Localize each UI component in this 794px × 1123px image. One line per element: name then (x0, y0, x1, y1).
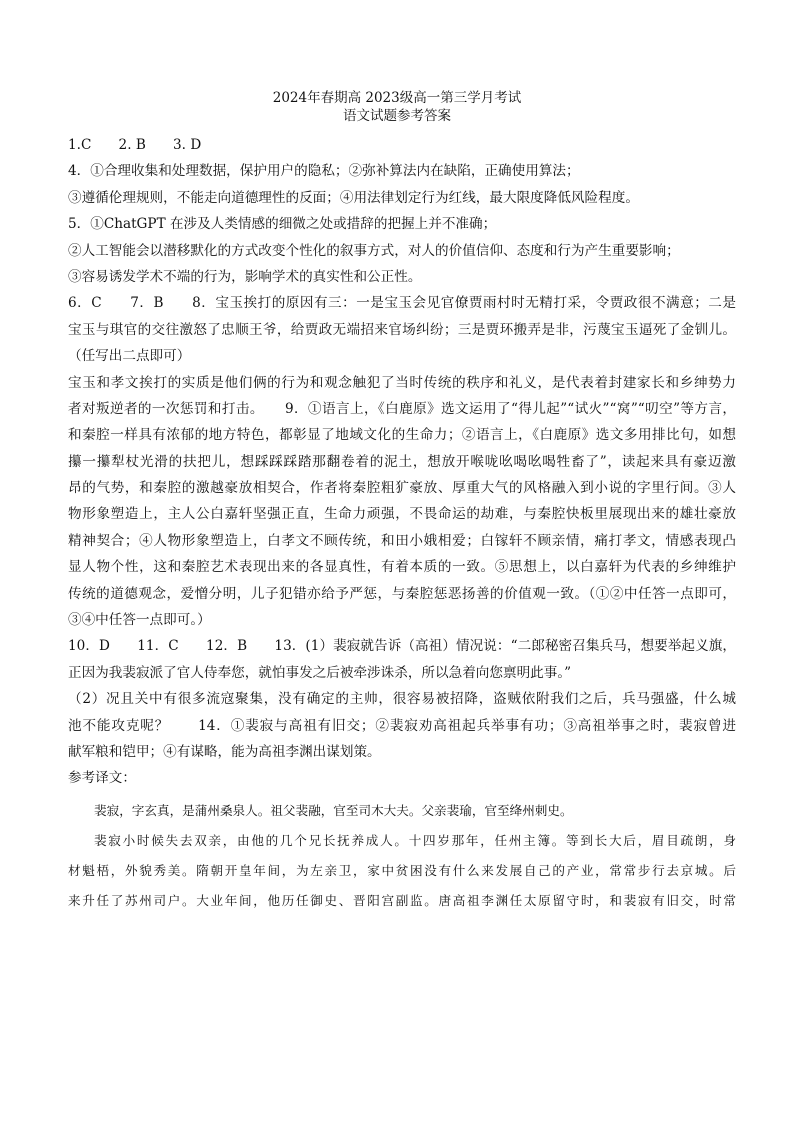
exam-title: 2024年春期高 2023级高一第三学月考试 (272, 90, 522, 106)
answer-line: 宝玉与琪官的交往激怒了忠顺王爷，给贾政无端招来官场纠纷；三是贾环搬弄是非，污蔑宝玉逼死了金钏儿。 (68, 321, 736, 338)
answer-line: 池不能攻克呢？ 14．①裴寂与高祖有旧交；②裴寂劝高祖起兵举事有功；③高祖举事之时，裴寂曾进 (68, 717, 736, 734)
translation-line: 来升任了苏州司户。大业年间，他历任御史、晋阳宫副监。唐高祖李渊任太原留守时，和裴寂有旧交，时常 (68, 892, 736, 908)
answer-line: 精神契合；④人物形象塑造上，白孝文不顾传统，和田小娥相爱；白镓轩不顾亲情，痛打孝文，情感表现凸 (68, 532, 736, 549)
answer-line: 宝玉和孝文挨打的实质是他们俩的行为和观念触犯了当时传统的秩序和礼义，是代表着封建家长和乡绅势力 (68, 374, 736, 391)
answer-line: 攥一攥犁杖光滑的扶把儿，想踩踩踩踏那翻卷着的泥土，想放开喉咙吆喝吆喝牲畜了”，读起来具有豪迈激 (68, 453, 736, 470)
answer-line: 5．①ChatGPT 在涉及人类情感的细微之处或措辞的把握上并不准确； (68, 216, 497, 233)
answer-line: 物形象塑造上，主人公白嘉轩坚强正直，生命力顽强，不畏命运的劫难，与秦腔快板里展现出来的雄壮豪放 (68, 506, 736, 523)
answer-line: （2）况且关中有很多流寇聚集，没有确定的主帅，很容易被招降，盗贼依附我们之后，兵马强盛，什么城 (68, 691, 736, 708)
answer-line: 传统的道德观念，爱憎分明，儿子犯错亦给予严惩，与秦腔惩恶扬善的价值观一致。（①②中任答一点即可， (68, 585, 736, 602)
answer-line: ③遵循伦理规则，不能走向道德理性的反面；④用法律划定行为红线，最大限度降低风险程度。 (68, 189, 639, 206)
answer-line: 1.C 2. B 3. D (68, 137, 202, 153)
answer-line: 显人物个性，这和秦腔艺术表现出来的各显真性，有着本质的一致。⑤思想上，以白嘉轩为代表的乡绅维护 (68, 559, 736, 576)
answer-line: 10．D 11．C 12．B 13．(1）裴寂就告诉（高祖）情况说：“二郎秘密召集兵马，想要举起义旗， (68, 638, 736, 655)
translation-line: 裴寂小时候失去双亲，由他的几个兄长抚养成人。十四岁那年，任州主簿。等到长大后，眉目疏朗，身 (94, 832, 736, 848)
answer-line: 4．①合理收集和处理数据，保护用户的隐私；②弥补算法内在缺陷，正确使用算法； (68, 163, 580, 180)
answer-line: （任写出二点即可） (68, 348, 191, 365)
answer-line: ③容易诱发学术不端的行为，影响学术的真实性和公正性。 (68, 268, 422, 285)
translation-line: 材魁梧，外貌秀美。隋朝开皇年间，为左亲卫，家中贫困没有什么来发展自己的产业，常常步行去京城。后 (68, 862, 736, 878)
answer-line: 6．C 7．B 8．宝玉挨打的原因有三：一是宝玉会见官僚贾雨村时无精打采，令贾政很不满意；二是 (68, 295, 736, 312)
answer-line: ③④中任答一点即可。） (68, 612, 211, 629)
translation-line: 裴寂，字玄真，是蒲州桑泉人。祖父裴融，官至司木大夫。父亲裴瑜，官至绛州刺史。 (94, 802, 573, 818)
answer-line: 和秦腔一样具有浓郁的地方特色，都彰显了地域文化的生命力；②语言上，《白鹿原》选文多用排比句，如想 (68, 427, 736, 444)
answer-line: 正因为我裴寂派了官人侍奉您，就怕事发之后被牵涉诛杀，所以急着向您禀明此事。” (68, 664, 572, 681)
answer-line: 献军粮和铠甲；④有谋略，能为高祖李渊出谋划策。 (68, 743, 381, 760)
answer-content (68, 132, 736, 916)
answer-line: 昂的气势，和秦腔的激越豪放相契合，作者将秦腔粗犷豪放、厚重大气的风格融入到小说的字里行间。③人 (68, 480, 736, 497)
answer-line: ②人工智能会以潜移默化的方式改变个性化的叙事方式，对人的价值信仰、态度和行为产生重要影响； (68, 242, 680, 259)
answer-line: 者对叛逆者的一次惩罚和打击。 9．①语言上，《白鹿原》选文运用了“得儿起”“试火”“窝”“叨空”等方言， (68, 400, 736, 417)
reference-translation-heading: 参考译文： (68, 770, 136, 787)
answer-key-title: 语文试题参考答案 (343, 108, 451, 124)
